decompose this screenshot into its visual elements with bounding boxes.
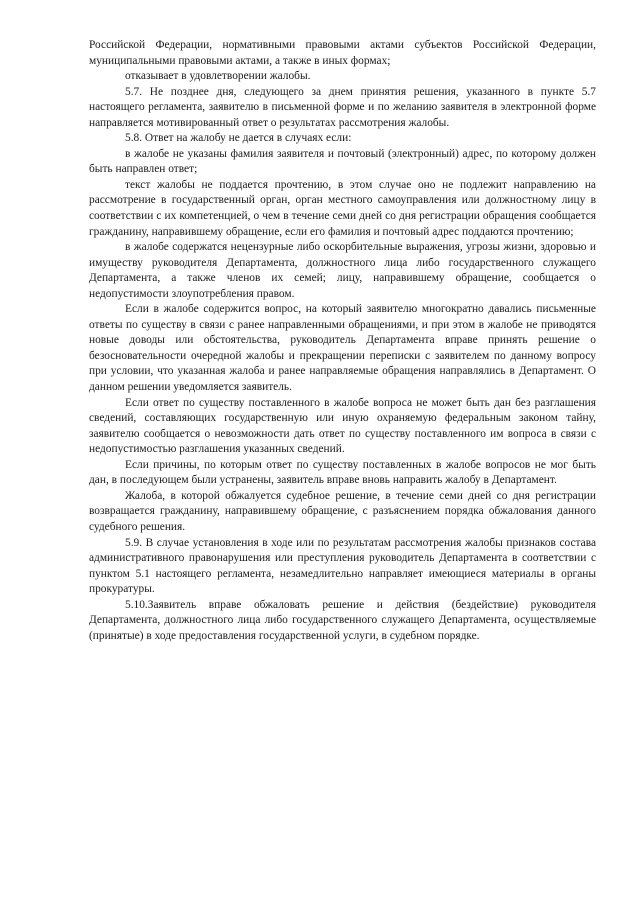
paragraph-court-decision: Жалоба, в которой обжалуется судебное решение, в течение семи дней со дня регистрации возвращается гражданину, направившему обращение, с разъяснением порядка обжалования данного судебного решения. bbox=[89, 489, 596, 533]
document-page bbox=[89, 38, 596, 644]
paragraph-repeated-question: Если в жалобе содержится вопрос, на который заявителю многократно давались письменные ответы по существу в связи с ранее направленными обращениями, и при этом в жалобе не приводятся новые доводы или обстоятельства, руководитель Департамента вправе принять решение о безосновательности очередной жалобы и прекращении переписки с заявителем по данному вопросу при условии, что указанная жалоба и ранее направляемые обращения направлялись в Департамент. О данном решении уведомляется заявитель. bbox=[89, 303, 596, 394]
paragraph-reasons-removed: Если причины, по которым ответ по существу поставленных в жалобе вопросов не мог быть дан, в последующем были устранены, заявитель вправе вновь направить жалобу в Департамент. bbox=[89, 458, 596, 487]
paragraph-secret-info: Если ответ по существу поставленного в жалобе вопроса не может быть дан без разглашения сведений, составляющих государственную или иную охраняемую федеральным законом тайну, заявителю сообщается о невозможности дать ответ по существу поставленного им вопроса в связи с недопустимостью разглашения указанных сведений. bbox=[89, 396, 596, 456]
paragraph-continuation: Российской Федерации, нормативными правовыми актами субъектов Российской Федерации, муниципальными правовыми актами, а также в иных формах; bbox=[89, 39, 596, 67]
paragraph-refusal: отказывает в удовлетворении жалобы. bbox=[125, 70, 311, 83]
paragraph-5-10: 5.10.Заявитель вправе обжаловать решение и действия (бездействие) руководителя Департамента, должностного лица либо государственного служащего Департамента, осуществляемые (принятые) в ходе предоставления государственной услуги, в судебном порядке. bbox=[89, 598, 596, 642]
paragraph-5-7: 5.7. Не позднее дня, следующего за днем принятия решения, указанного в пункте 5.7 настоящего регламента, заявителю в письменной форме и по желанию заявителя в электронной форме направляется мотивированный ответ о результатах рассмотрения жалобы. bbox=[89, 85, 596, 129]
paragraph-5-9: 5.9. В случае установления в ходе или по результатам рассмотрения жалобы признаков состава административного правонарушения или преступления руководитель Департамента в соответствии с пунктом 5.1 настоящего регламента, незамедлительно направляет имеющиеся материалы в органы прокуратуры. bbox=[89, 536, 596, 596]
paragraph-5-8: 5.8. Ответ на жалобу не дается в случаях если: bbox=[125, 132, 352, 145]
paragraph-unreadable: текст жалобы не поддается прочтению, в этом случае оно не подлежит направлению на рассмотрение в государственный орган, орган местного самоуправления или должностному лицу в соответствии с их компетенцией, о чем в течение семи дней со дня регистрации обращения сообщается гражданину, направившему обращение, если его фамилия и почтовый адрес поддаются прочтению; bbox=[89, 178, 596, 238]
paragraph-no-address: в жалобе не указаны фамилия заявителя и почтовый (электронный) адрес, по которому должен быть направлен ответ; bbox=[89, 147, 596, 176]
paragraph-offensive: в жалобе содержатся нецензурные либо оскорбительные выражения, угрозы жизни, здоровью и имуществу руководителя Департамента, должностного лица либо государственного служащего Департамента, а также членов их семей; лицу, направившему обращение, сообщается о недопустимости злоупотребления правом. bbox=[89, 241, 596, 300]
